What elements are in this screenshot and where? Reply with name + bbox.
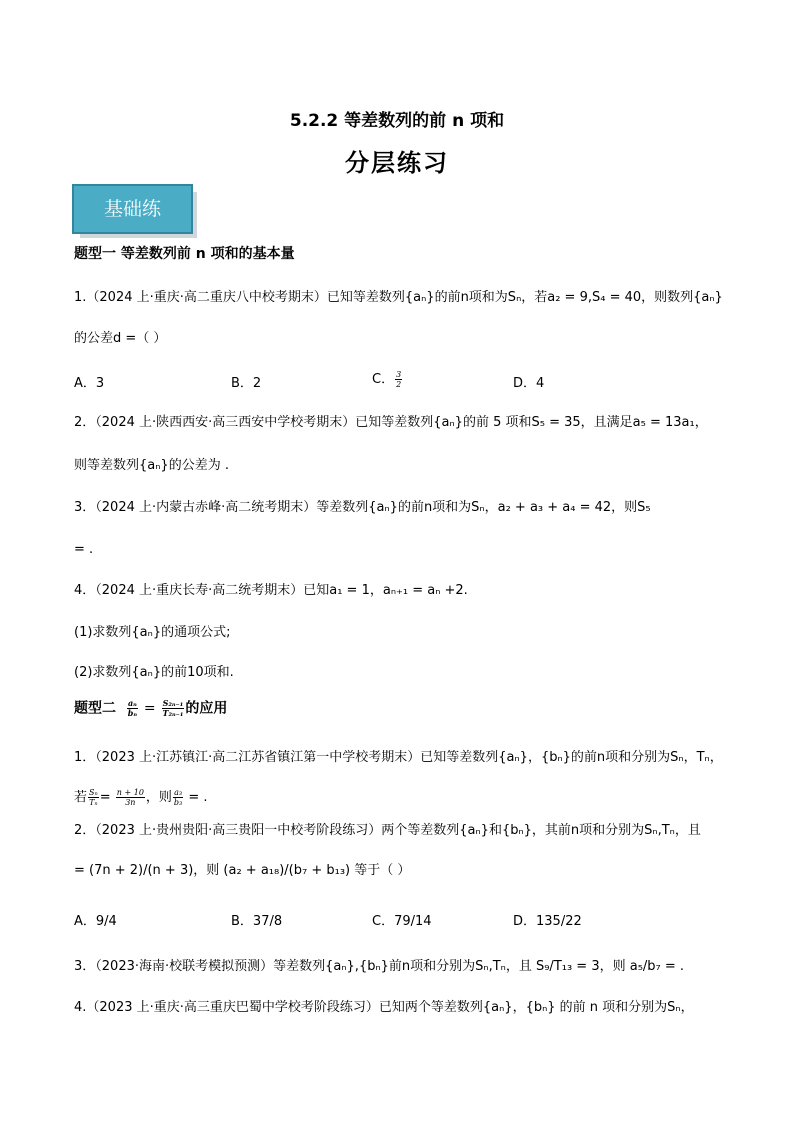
s2-q1-line1: 1．（2023 上·江苏镇江·高二江苏省镇江第一中学校考期末）已知等差数列{aₙ}，{bₙ}的前n项和分别为Sₙ，Tₙ， <box>74 750 723 765</box>
s2-q1-mid: ，则 <box>145 790 172 805</box>
frac-s: S₂ₙ₋₁ <box>162 698 184 708</box>
q1-option-c <box>372 368 403 389</box>
s2-q1-line2: 若 $\frac{\text{Sₙ}}{\text{Tₙ}}$ = $\frac{n + 10}{3n}$ ，则 $\frac{\text{a₃}}{\text{b₃}}$ = . <box>74 788 208 807</box>
s2-q2-line1: 2．（2023 上·贵州贵阳·高三贵阳一中校考阶段练习）两个等差数列{aₙ}和{bₙ}，其前n项和分别为Sₙ,Tₙ，且 <box>74 823 701 838</box>
s2-q3-line1: 3．（2023·海南·校联考模拟预测）等差数列{aₙ},{bₙ}前n项和分别为Sₙ,Tₙ，且 S₉/T₁₃ = 3，则 a₅/b₇ = . <box>74 959 685 974</box>
s2-q2-option-b: B．37/8 <box>231 914 283 929</box>
q2-line1: 2．（2024 上·陕西西安·高三西安中学校考期末）已知等差数列{aₙ}的前 5 项和S₅ = 35，且满足a₅ = 13a₁， <box>74 415 708 430</box>
s2-q1-post: = . <box>184 790 208 805</box>
q1-option-c-den: 2 <box>396 380 402 389</box>
section-title-2-frac-st <box>162 699 185 718</box>
s2-q2-option-d: D．135/22 <box>513 914 582 929</box>
q4-line3: (2)求数列{aₙ}的前10项和. <box>74 665 234 680</box>
s2-q1-pre: 若 <box>74 790 88 805</box>
q4-line1: 4．（2024 上·重庆长寿·高二统考期末）已知a₁ = 1，aₙ₊₁ = aₙ +2. <box>74 583 468 598</box>
q1-option-c-num: 3 <box>396 370 402 379</box>
s2-q2-option-a: A．9/4 <box>74 914 117 929</box>
q1-option-b: B．2 <box>231 376 262 391</box>
s2-q1-frac-st: $\frac{\text{Sₙ}}{\text{Tₙ}}$ <box>89 788 98 807</box>
q1-option-c-fraction <box>395 370 402 389</box>
q1-line2: 的公差d =（ ） <box>74 331 167 346</box>
page-title: 5.2.2 等差数列的前 n 项和 <box>289 111 505 131</box>
s2-q2-line2: = (7n + 2)/(n + 3)，则 (a₂ + a₁₈)/(b₇ + b₁₃) 等于（ ） <box>74 863 411 878</box>
s2-q1-frac-ab: $\frac{\text{a₃}}{\text{b₃}}$ <box>173 788 183 807</box>
q1-line1: 1.（2024 上·重庆·高二重庆八中校考期末）已知等差数列{aₙ}的前n项和为Sₙ，若a₂ = 9,S₄ = 40，则数列{aₙ} <box>74 290 723 305</box>
q2-line2: 则等差数列{aₙ}的公差为 . <box>74 458 229 473</box>
frac-t: T₂ₙ₋₁ <box>162 708 184 718</box>
q1-option-a: A．3 <box>74 376 105 391</box>
frac-b: bₙ <box>127 708 138 718</box>
q4-line2: (1)求数列{aₙ}的通项公式; <box>74 625 231 640</box>
section-title-2: 题型二 $\frac{\text{aₙ}}{\text{bₙ}}$ = $\frac{\text{S₂ₙ₋₁}}{\text{T₂ₙ₋₁}}$ 的应用 <box>74 698 228 718</box>
s2-q1-frac-expr: $\frac{n + 10}{3n}$ <box>116 788 144 807</box>
section-title-2-suffix: 的应用 <box>185 700 228 717</box>
q1-option-d: D．4 <box>513 376 545 391</box>
level-badge: 基础练 <box>72 184 193 234</box>
s2-q4-line1: 4.（2023 上·重庆·高三重庆巴蜀中学校考阶段练习）已知两个等差数列{aₙ}，{bₙ} 的前 n 项和分别为Sₙ， <box>74 1000 694 1015</box>
page-subtitle: 分层练习 <box>345 149 449 177</box>
frac-a: aₙ <box>127 698 137 708</box>
section-title-1: 题型一 等差数列前 n 项和的基本量 <box>74 246 295 262</box>
q3-line1: 3．（2024 上·内蒙古赤峰·高二统考期末）等差数列{aₙ}的前n项和为Sₙ，a₂ + a₃ + a₄ = 42，则S₅ <box>74 500 651 515</box>
q3-line2: = . <box>74 542 94 557</box>
section-title-2-prefix: 题型二 <box>74 700 116 717</box>
q1-option-c-label: C． <box>372 372 395 387</box>
s2-q2-option-c: C．79/14 <box>372 914 432 929</box>
section-title-2-frac-ab <box>127 699 138 718</box>
